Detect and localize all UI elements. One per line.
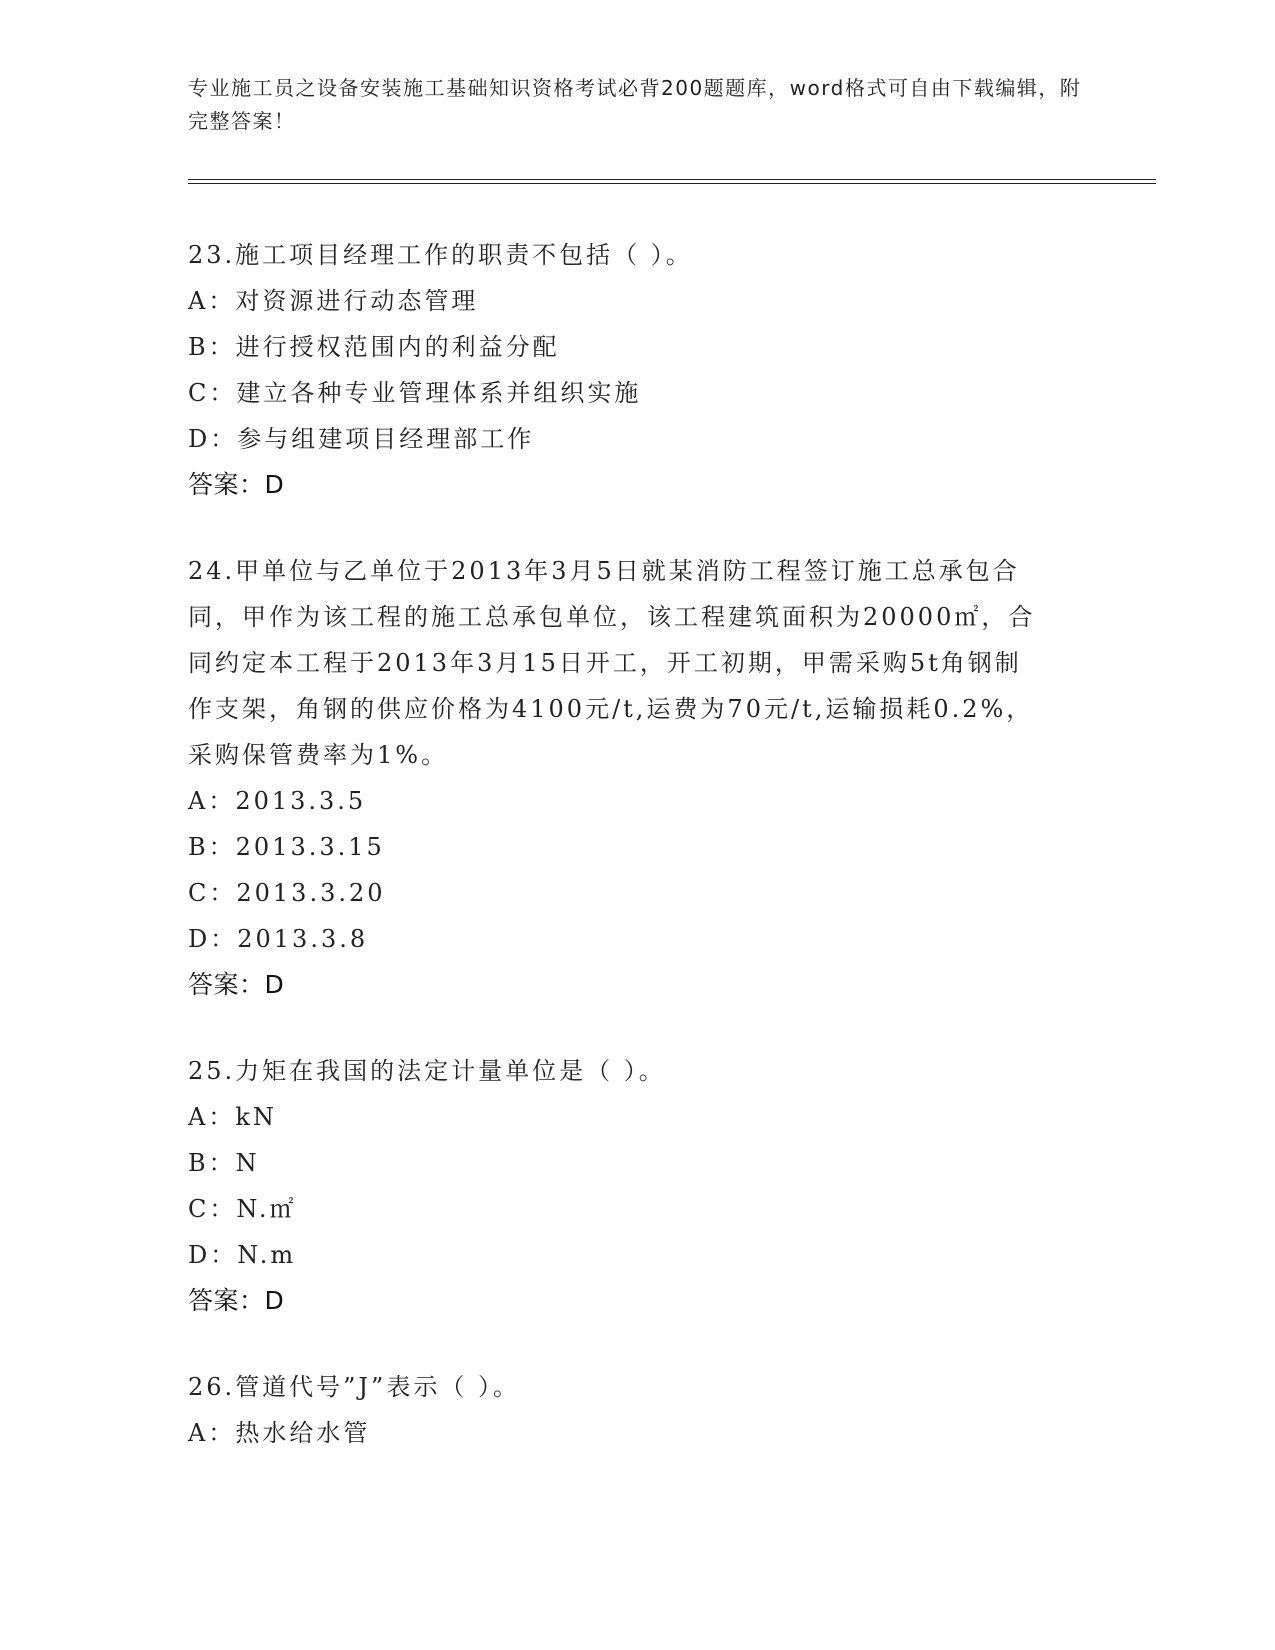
option-b: B：进行授权范围内的利益分配 xyxy=(188,333,560,361)
question-stem: 26.管道代号”J”表示（ ）。 xyxy=(188,1373,520,1401)
question-stem: 25.力矩在我国的法定计量单位是（ ）。 xyxy=(188,1057,666,1085)
answer-line: 答案：D xyxy=(188,1286,285,1315)
answer-line: 答案：D xyxy=(188,470,285,499)
question-24 xyxy=(188,548,1088,1008)
question-26 xyxy=(188,1364,1088,1456)
answer-line: 答案：D xyxy=(188,970,285,999)
header-divider-line xyxy=(188,179,1156,180)
option-c: C：2013.3.20 xyxy=(188,879,386,907)
question-list xyxy=(188,232,1088,1496)
option-c: C：N.㎡ xyxy=(188,1195,297,1223)
option-a: A：热水给水管 xyxy=(188,1419,371,1447)
option-d: D：参与组建项目经理部工作 xyxy=(188,425,535,453)
document-header: 专业施工员之设备安装施工基础知识资格考试必背200题题库，word格式可自由下载编辑，附完整答案！ xyxy=(188,76,1082,133)
option-c: C：建立各种专业管理体系并组织实施 xyxy=(188,379,642,407)
option-a: A：2013.3.5 xyxy=(188,787,367,815)
option-b: B：N xyxy=(188,1149,260,1177)
option-b: B：2013.3.15 xyxy=(188,833,385,861)
option-d: D：2013.3.8 xyxy=(188,925,369,953)
header-divider-line xyxy=(188,183,1156,184)
option-a: A：对资源进行动态管理 xyxy=(188,287,479,315)
question-23 xyxy=(188,232,1088,508)
question-stem: 24.甲单位与乙单位于2013年3月5日就某消防工程签订施工总承包合同，甲作为该工程的施工总承包单位，该工程建筑面积为20000㎡，合同约定本工程于2013年3月15日开工，开工初期，甲需采购5t角钢制作支架，角钢的供应价格为4100元/t,运费为70元/t,运输损耗0.2%，采购保管费率为1%。 xyxy=(188,557,1036,769)
question-stem: 23.施工项目经理工作的职责不包括（ ）。 xyxy=(188,241,693,269)
option-d: D：N.m xyxy=(188,1241,297,1269)
question-25 xyxy=(188,1048,1088,1324)
option-a: A：kN xyxy=(188,1103,277,1131)
